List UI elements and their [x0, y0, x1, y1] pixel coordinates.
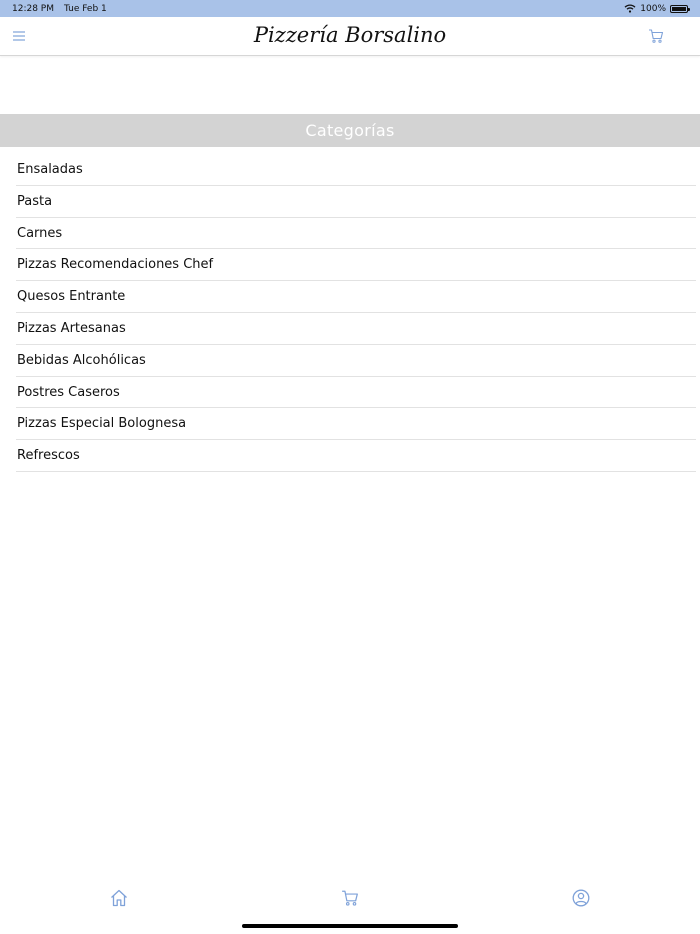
status-right [624, 4, 688, 14]
cart-icon [341, 889, 359, 907]
tab-cart[interactable] [330, 880, 370, 916]
bottom-tab-bar [0, 880, 700, 916]
tab-profile[interactable] [561, 880, 601, 916]
status-left [12, 4, 107, 14]
battery-percent: 100% [640, 3, 666, 14]
battery-icon [670, 5, 688, 13]
category-item[interactable]: Pizzas Recomendaciones Chef [16, 249, 696, 281]
category-item[interactable]: Pasta [16, 186, 696, 218]
category-item[interactable]: Quesos Entrante [16, 281, 696, 313]
top-nav-bar [0, 17, 700, 56]
wifi-icon [624, 4, 636, 13]
status-time: 12:28 PM [12, 3, 54, 14]
categories-header: Categorías [0, 114, 700, 147]
cart-icon[interactable] [648, 28, 664, 44]
status-bar [0, 0, 700, 17]
category-item[interactable]: Bebidas Alcohólicas [16, 345, 696, 377]
status-date: Tue Feb 1 [64, 3, 107, 14]
category-list [16, 154, 696, 472]
category-item[interactable]: Carnes [16, 218, 696, 250]
category-item[interactable]: Pizzas Artesanas [16, 313, 696, 345]
tab-home[interactable] [99, 880, 139, 916]
home-indicator [242, 924, 458, 928]
category-item[interactable]: Refrescos [16, 440, 696, 472]
category-item[interactable]: Postres Caseros [16, 377, 696, 409]
category-item[interactable]: Pizzas Especial Bolognesa [16, 408, 696, 440]
category-item[interactable]: Ensaladas [16, 154, 696, 186]
home-icon [109, 888, 129, 908]
app-title: Pizzería Borsalino [253, 23, 447, 47]
user-circle-icon [572, 889, 590, 907]
